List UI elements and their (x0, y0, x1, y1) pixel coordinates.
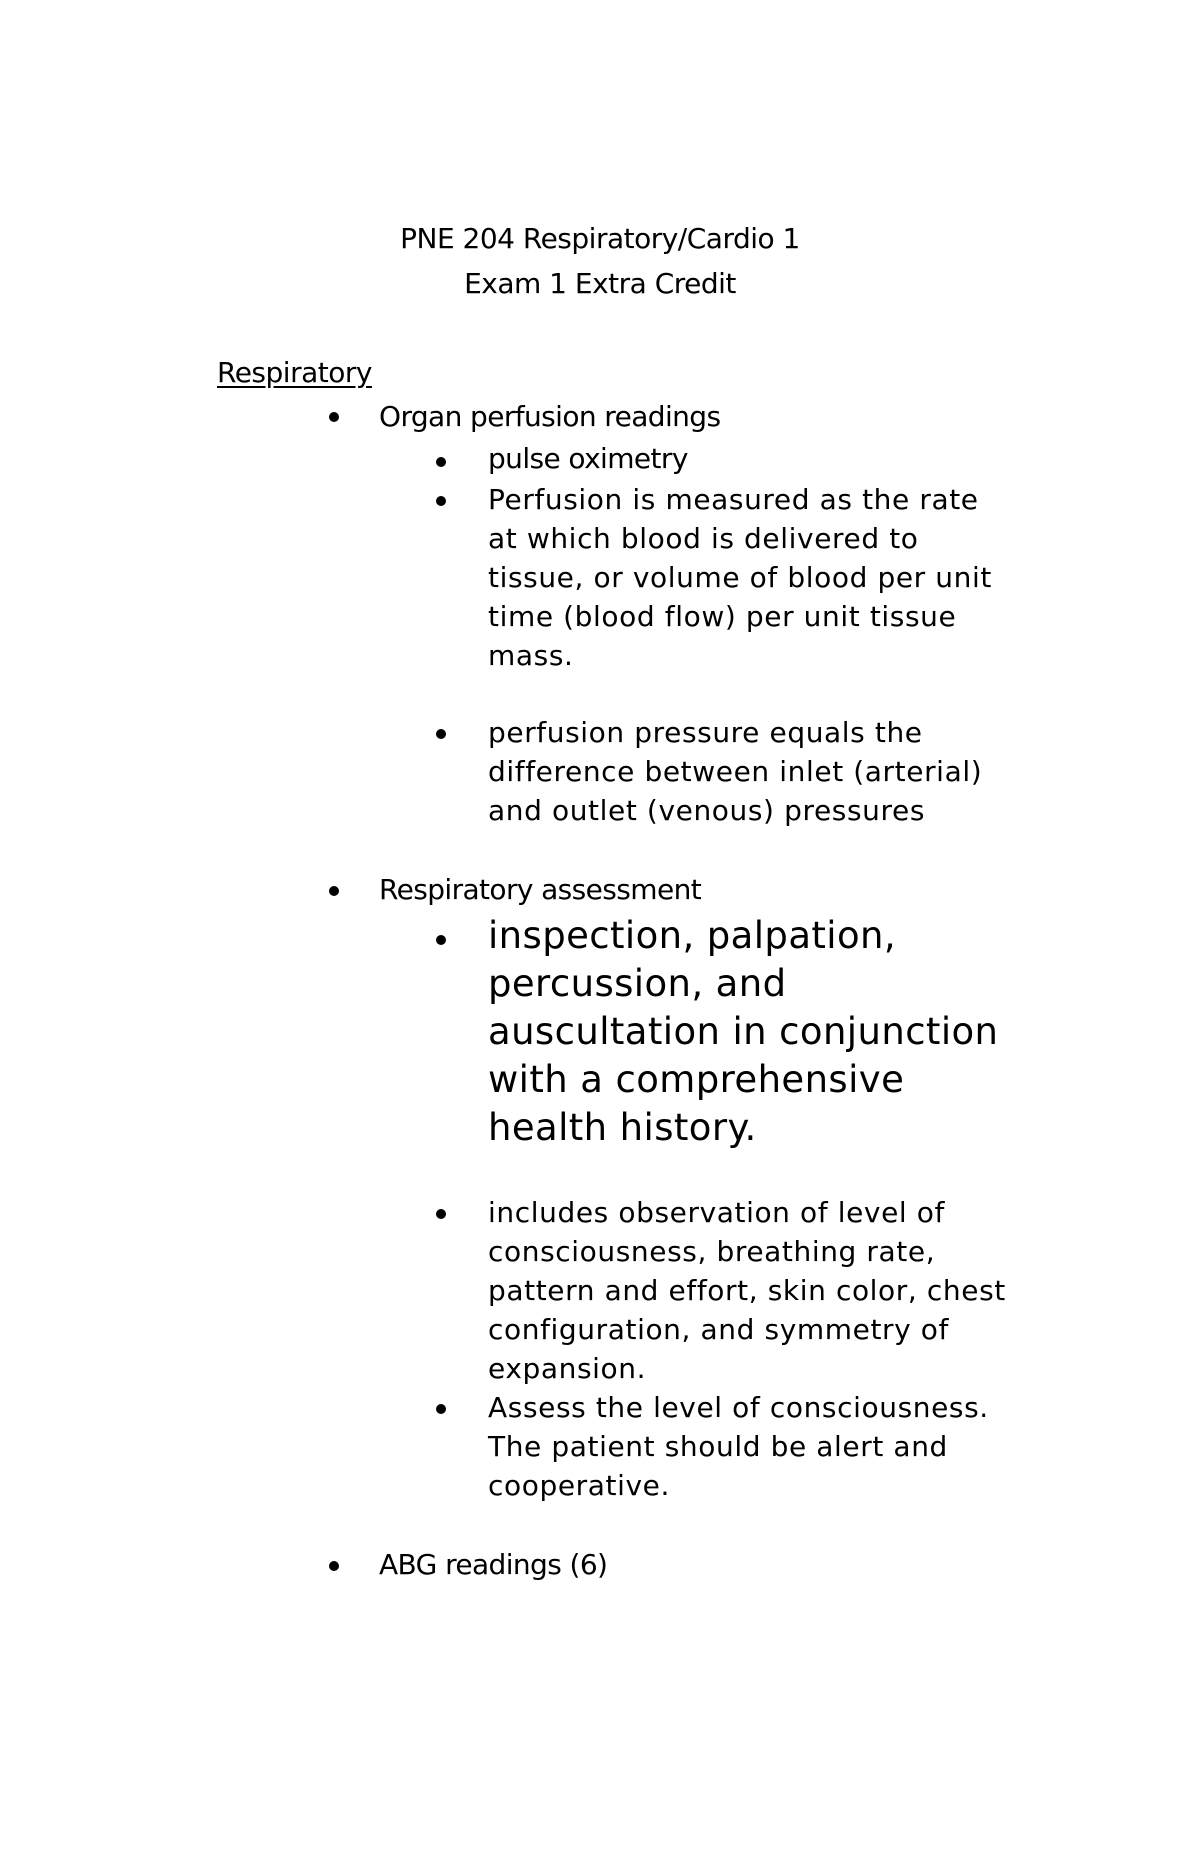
bullet-icon (329, 412, 339, 422)
bullet-icon (329, 886, 339, 896)
sub-item-perfusion-pressure: perfusion pressure equals the difference between inlet (arterial) and outlet (venous) pressures (488, 716, 983, 827)
bullet-icon (329, 1561, 339, 1571)
document-subtitle: Exam 1 Extra Credit (464, 267, 736, 300)
bullet-icon (436, 457, 446, 467)
list-item-respiratory-assessment: Respiratory assessment (379, 873, 702, 906)
bullet-icon (436, 1209, 446, 1219)
document-title: PNE 204 Respiratory/Cardio 1 (400, 222, 800, 255)
bullet-icon (436, 1404, 446, 1414)
list-item-abg-readings: ABG readings (6) (379, 1548, 608, 1581)
section-heading-respiratory: Respiratory (217, 356, 372, 389)
list-item-organ-perfusion: Organ perfusion readings (379, 400, 721, 433)
sub-item-observation: includes observation of level of consciousness, breathing rate, pattern and effort, skin color, chest configuration, and symmetry of expansion. (488, 1196, 1006, 1385)
bullet-icon (436, 496, 446, 506)
sub-item-assessment-methods: inspection, palpation, percussion, and auscultation in conjunction with a comprehensive health history. (488, 914, 999, 1149)
bullet-icon (436, 729, 446, 739)
sub-item-consciousness: Assess the level of consciousness. The patient should be alert and cooperative. (488, 1391, 989, 1502)
sub-item-perfusion-definition: Perfusion is measured as the rate at which blood is delivered to tissue, or volume of blood per unit time (blood flow) per unit tissue mass. (488, 483, 992, 672)
sub-item-pulse-oximetry: pulse oximetry (488, 442, 688, 475)
bullet-icon (436, 935, 446, 945)
